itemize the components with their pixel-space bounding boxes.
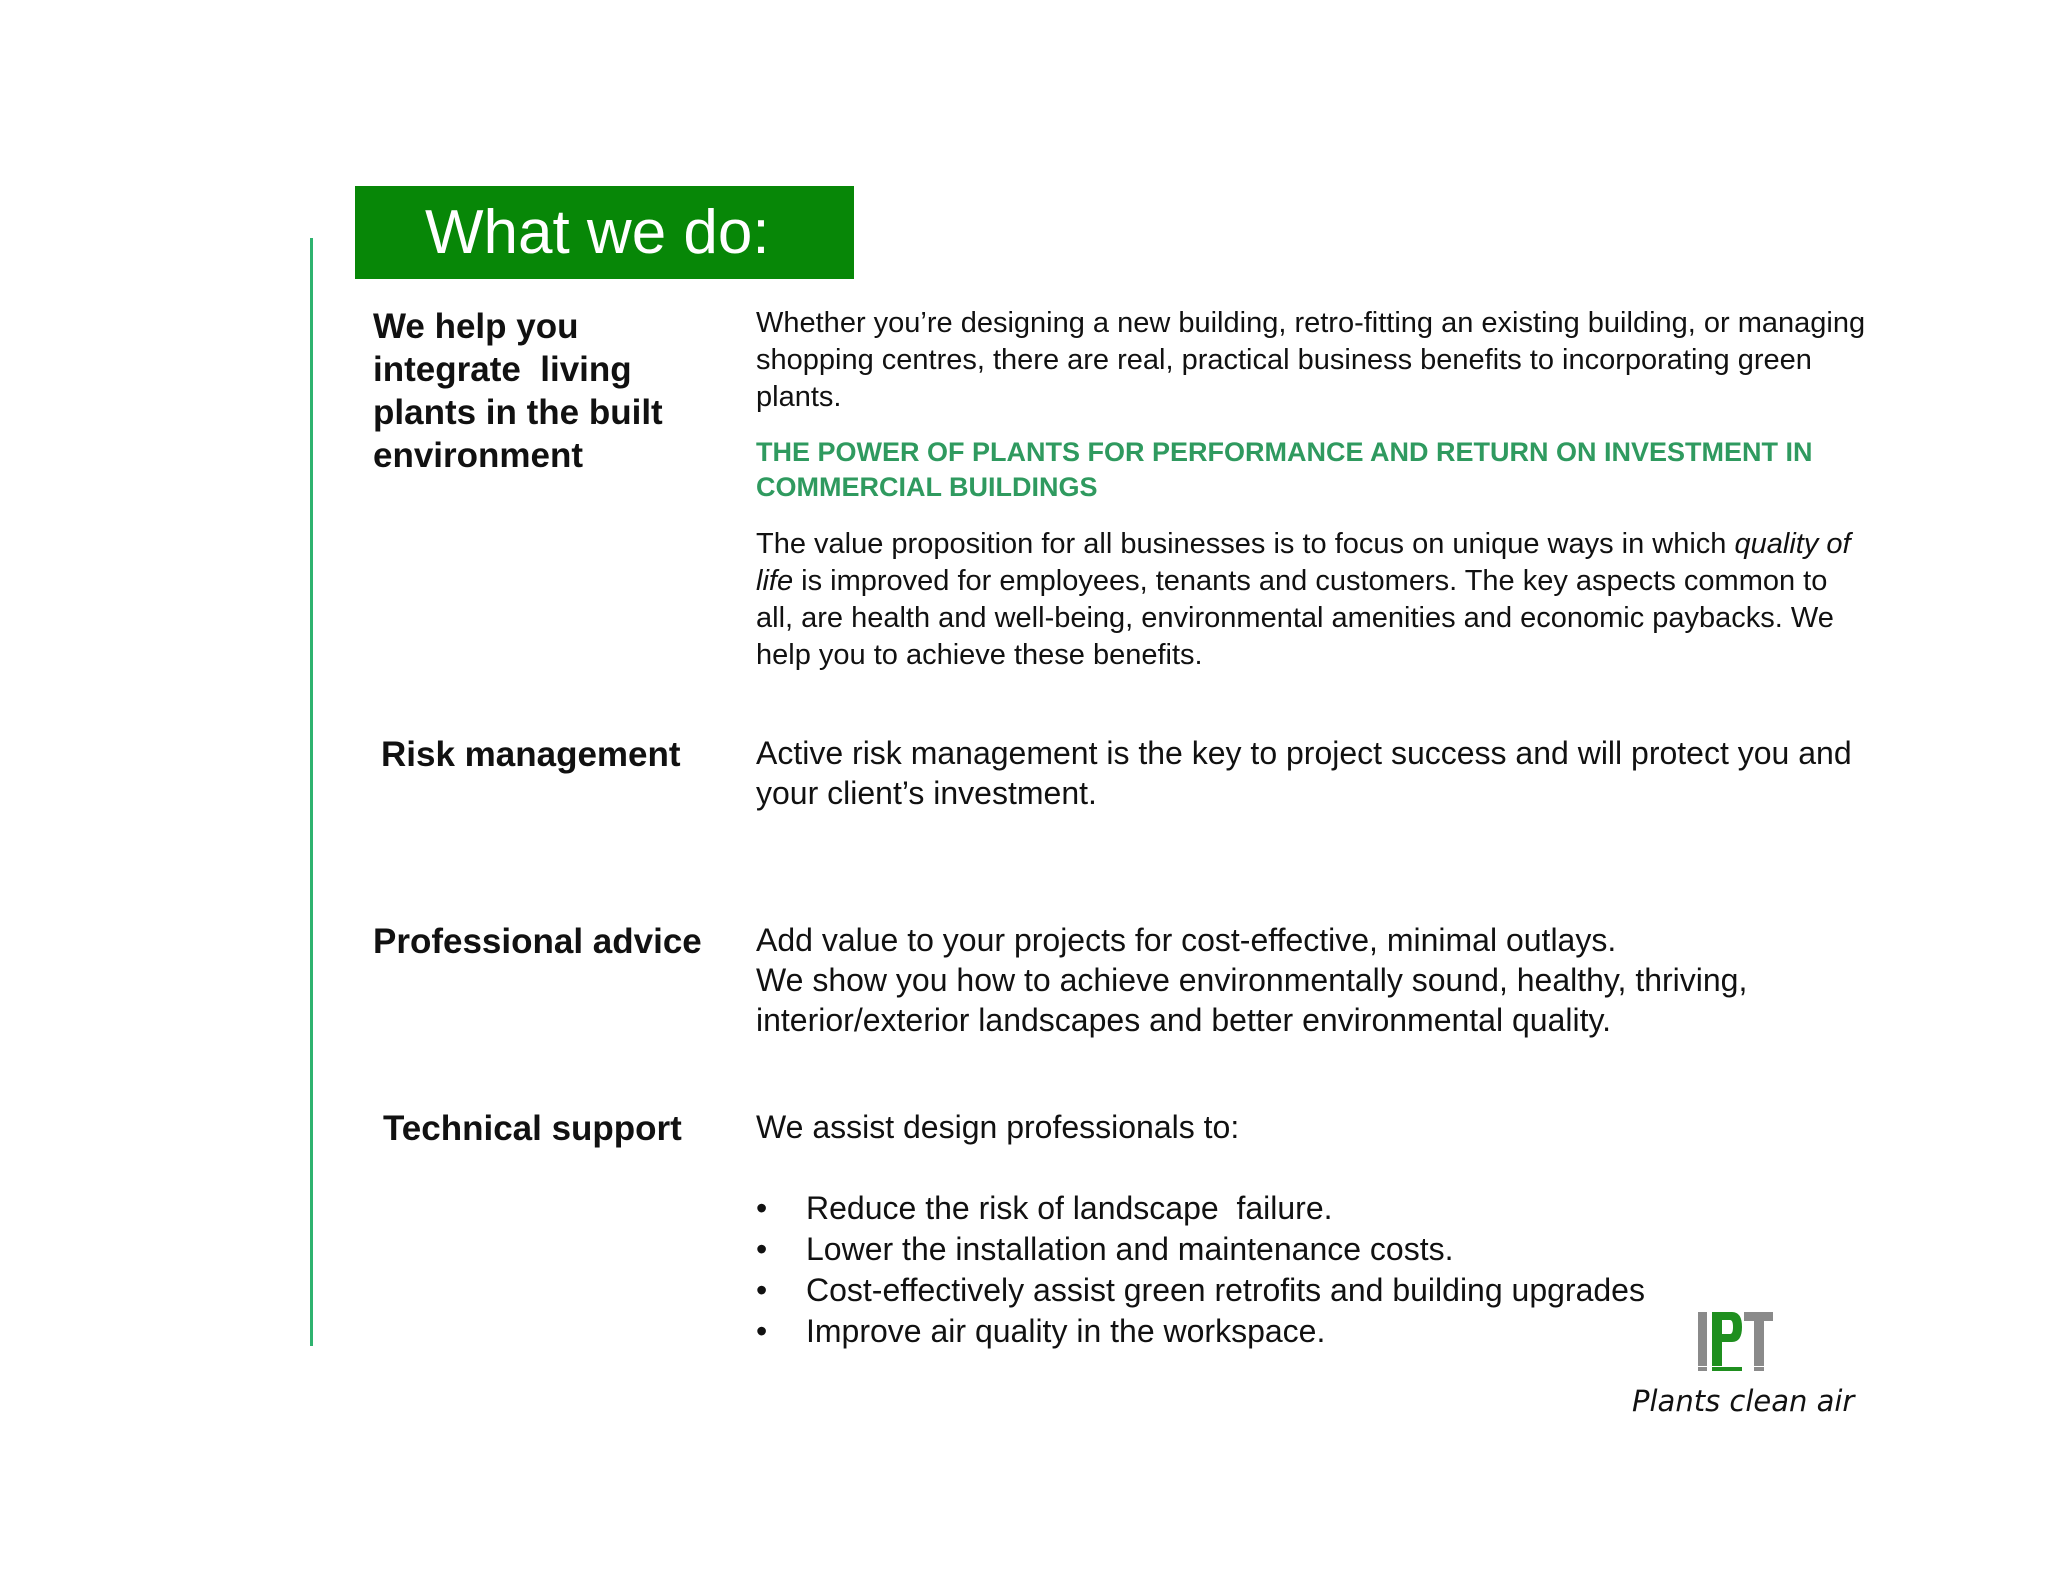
paragraph-text: is improved for employees, tenants and customers. The key aspects common to all, are health and well-being, environmental amenities and economic paybacks. We help you to achieve these benefits. (756, 565, 1834, 671)
section-label-risk: Risk management (381, 735, 681, 774)
technical-bullet-list (756, 1188, 1645, 1352)
advice-line: We show you how to achieve environmentally sound, healthy, thriving, interior/exterior landscapes and better environmental quality. (756, 962, 1748, 1038)
list-item-text: Reduce the risk of landscape failure. (806, 1190, 1333, 1226)
technical-intro: We assist design professionals to: (756, 1109, 1240, 1145)
title-banner (355, 186, 854, 279)
intro-paragraph: Whether you’re designing a new building, retro-fitting an existing building, or managing shopping centres, there are real, practical business benefits to incorporating green plants. (756, 307, 1866, 413)
list-item: • Reduce the risk of landscape failure. (756, 1190, 1333, 1226)
label-line: We help you (373, 307, 579, 346)
list-item: • Cost-effectively assist green retrofits and building upgrades (756, 1272, 1645, 1308)
label-line: integrate living (373, 350, 632, 389)
ipt-logo-icon (1698, 1310, 1773, 1372)
list-item-text: Lower the installation and maintenance costs. (806, 1231, 1454, 1267)
section-label-integrate (373, 305, 663, 477)
risk-paragraph: Active risk management is the key to project success and will protect you and your client’s investment. (756, 735, 1852, 811)
logo-tagline: Plants clean air (1632, 1384, 1855, 1418)
list-item-text: Improve air quality in the workspace. (806, 1313, 1326, 1349)
advice-paragraph (756, 920, 1866, 1040)
emphasis-text: quality of life (756, 528, 1851, 597)
page-title: What we do: (425, 198, 770, 267)
section-label-advice: Professional advice (373, 922, 702, 961)
list-item: • Lower the installation and maintenance costs. (756, 1231, 1454, 1267)
paragraph-text: The value proposition for all businesses is to focus on unique ways in which (756, 528, 1735, 560)
label-line: environment (373, 436, 584, 475)
advice-line: Add value to your projects for cost-effective, minimal outlays. (756, 922, 1617, 958)
value-proposition-paragraph (756, 526, 1866, 674)
vertical-divider-line (310, 238, 313, 1346)
list-item: • Improve air quality in the workspace. (756, 1313, 1326, 1349)
list-item-text: Cost-effectively assist green retrofits and building upgrades (806, 1272, 1645, 1308)
power-of-plants-heading: THE POWER OF PLANTS FOR PERFORMANCE AND RETURN ON INVESTMENT IN COMMERCIAL BUILDINGS (756, 437, 1813, 502)
section-label-technical: Technical support (383, 1109, 682, 1148)
label-line: plants in the built (373, 393, 663, 432)
